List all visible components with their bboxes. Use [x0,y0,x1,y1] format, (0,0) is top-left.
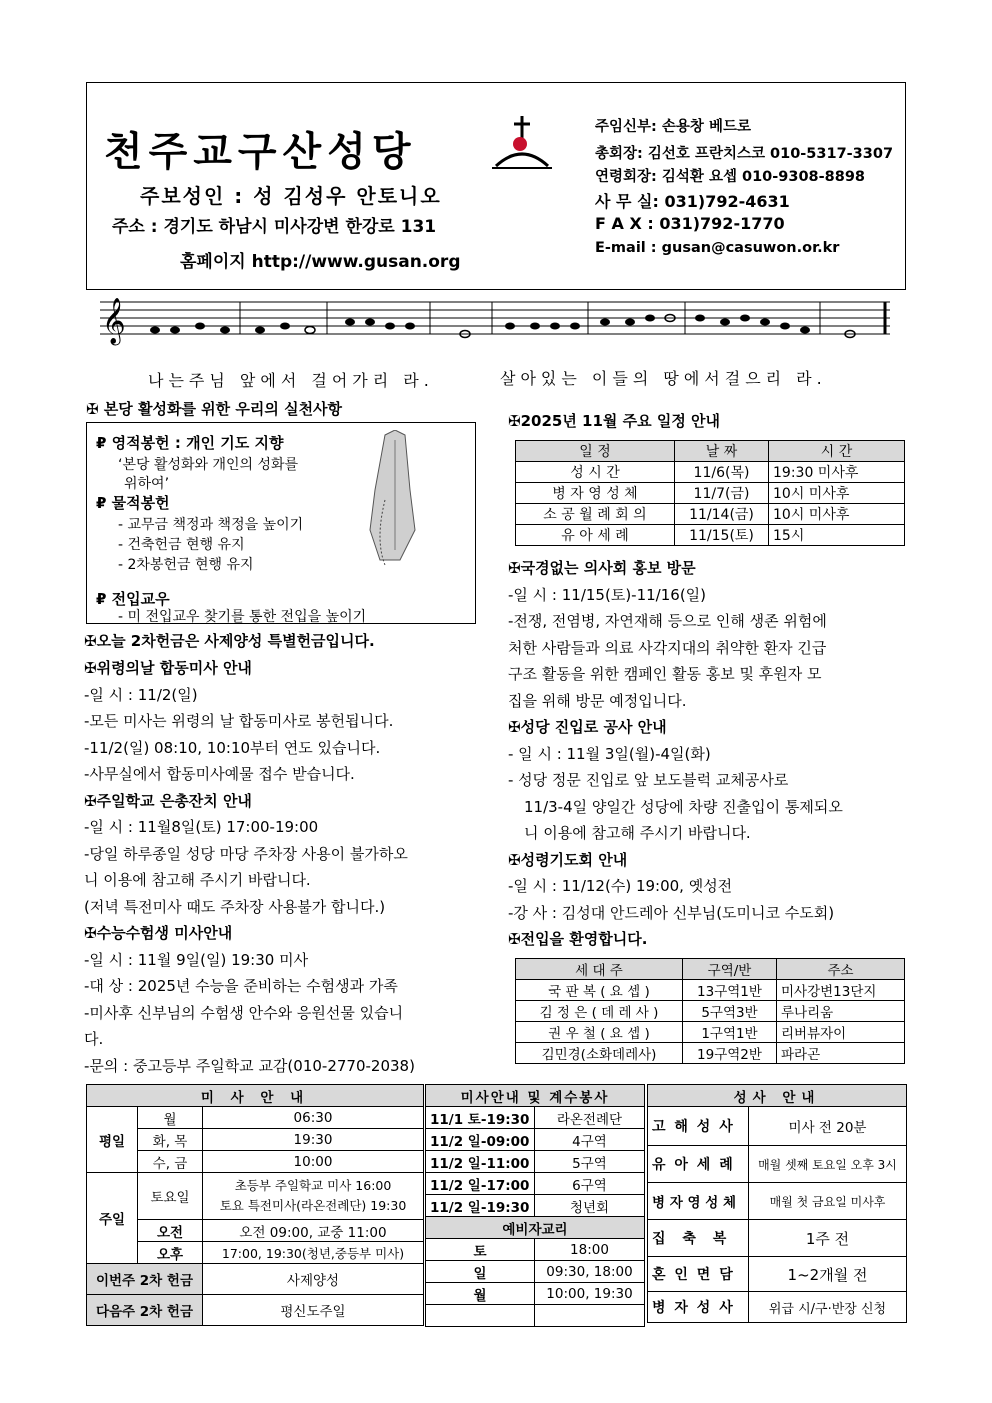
info-president: 총회장: 김선호 프란치스코 010-5317-3307 [595,146,894,162]
sunday-line: (저녁 특전미사 때도 주차장 사용불가 합니다.) [84,897,386,916]
mass-table [86,1084,424,1326]
mass-time: 19:30 [203,1129,424,1151]
parish-logo-icon [492,112,552,172]
table-cell: 19:30 미사후 [769,462,905,483]
table-cell: 19구역2반 [683,1043,777,1064]
serve-title: 미사안내 및 계수봉사 [426,1085,645,1107]
table-row [516,462,905,483]
sacrament-name: 집 축 복 [648,1220,749,1257]
practice-heading: ✠ 본당 활성화를 위한 우리의 실천사항 [86,400,343,418]
exam-line: 다. [84,1030,104,1048]
day-label: 월 [426,1283,535,1305]
spirit-title: ✠성령기도회 안내 [508,850,628,869]
sacrament-info: 매월 셋째 토요일 오후 3시 [749,1146,907,1183]
practice-5: - 교무금 책정과 책정을 높이기 [118,517,304,533]
class-time: 10:00, 19:30 [535,1283,645,1305]
lyrics-left: 나는주님 앞에서 걸어가리 라. [148,371,434,390]
info-office: 사 무 실: 031)792-4631 [595,192,790,211]
sacrament-info: 매월 첫 금요일 미사후 [749,1183,907,1220]
cross-icon: ✠ [84,924,97,942]
cross-icon: ✠ [508,850,521,869]
table-row [516,1043,905,1064]
practice-9: - 미 전입교우 찾기를 통한 전입을 높이기 [118,609,367,625]
allsouls-line: -일 시 : 11/2(일) [84,685,198,704]
exam-line: -문의 : 중고등부 주일학교 교감(010-2770-2038) [84,1056,415,1075]
serve-group: 4구역 [535,1129,645,1151]
serve-time: 11/2 일-09:00 [426,1129,535,1151]
day-label: 수, 금 [138,1151,203,1173]
mass-title: 미 사 안 내 [87,1085,424,1107]
info-fax: F A X : 031)792-1770 [595,214,785,233]
practice-8: ₽ 전입교우 [96,590,170,608]
table-cell: 15시 [769,525,905,546]
info-mourning: 연령회장: 김석환 요셉 010-9308-8898 [595,169,866,185]
doctor-line: 집을 위해 방문 예정입니다. [508,691,687,710]
sacrament-title: 성사 안내 [648,1085,907,1107]
sacrament-name: 병 자 영 성 체 [648,1183,749,1220]
table-cell: 5구역3반 [683,1001,777,1022]
sunday-line: 니 이용에 참고해 주시기 바랍니다. [84,871,311,889]
day-label: 월 [138,1107,203,1129]
table-row [516,1001,905,1022]
sacrament-info: 1~2개월 전 [749,1257,907,1292]
welcome-table [515,958,905,1064]
sunday-line: -일 시 : 11월8일(토) 17:00-19:00 [84,818,319,836]
empty-cell [535,1305,645,1327]
patron-saint: 주보성인 : 성 김성우 안토니오 [140,184,442,208]
table-cell: 병 자 영 성 체 [516,483,675,504]
schedule-title: ✠2025년 11월 주요 일정 안내 [508,412,721,430]
right-notices [508,555,908,953]
info-pastor: 주임신부: 손용창 베드로 [595,119,751,135]
road-line: - 일 시 : 11월 3일(월)-4일(화) [508,744,711,763]
road-line: 니 이용에 참고해 주시기 바랍니다. [524,824,751,842]
practice-4: ₽ 물적봉헌 [96,494,170,512]
parish-title: 천주교구산성당 [104,128,417,175]
table-cell: 10시 미사후 [769,483,905,504]
exam-title: ✠수능수험생 미사안내 [84,924,233,942]
serve-time: 11/2 일-17:00 [426,1173,535,1195]
table-header: 주소 [777,959,905,980]
table-header: 시 간 [769,441,905,462]
cross-icon: ✠ [84,659,97,677]
table-row [516,483,905,504]
doctor-line: 처한 사람들과 의료 사각지대의 취약한 환자 긴급 [508,638,827,657]
serve-group: 5구역 [535,1151,645,1173]
exam-line: -대 상 : 2025년 수능을 준비하는 수험생과 가족 [84,977,398,995]
mass-time: 초등부 주일학교 미사 16:00 [234,1178,392,1193]
mass-time: 06:30 [203,1107,424,1129]
table-cell: 11/14(금) [675,504,769,525]
empty-cell [426,1305,535,1327]
homepage[interactable]: 홈페이지 http://www.gusan.org [180,252,461,272]
next-week-collection: 평신도주일 [203,1295,424,1326]
table-cell: 미사강변13단지 [777,980,905,1001]
cross-icon: ✠ [508,412,521,430]
practice-2: ‘본당 활성화와 개인의 성화를 [118,457,299,473]
serve-time: 11/2 일-19:30 [426,1195,535,1217]
day-label: 일 [426,1261,535,1283]
schedule-table [515,440,905,546]
serve-time: 11/1 토-19:30 [426,1107,535,1129]
cross-icon: ✠ [84,791,97,810]
cross-icon: ✠ [508,718,521,736]
table-cell: 13구역1반 [683,980,777,1001]
practice-7: - 2차봉헌금 현행 유지 [118,557,254,573]
day-label: 오후 [138,1242,203,1264]
table-cell: 10시 미사후 [769,504,905,525]
table-row [516,959,905,980]
table-cell: 루나리움 [777,1001,905,1022]
this-week-collection: 사제양성 [203,1264,424,1295]
sacrament-name: 혼 인 면 담 [648,1257,749,1292]
road-line: 11/3-4일 양일간 성당에 차량 진출입이 통제되오 [524,797,843,816]
road-line: - 성당 정문 진입로 앞 보도블럭 교체공사로 [508,771,789,789]
praying-hands-icon [355,430,435,570]
sunday-label: 주일 [87,1173,138,1264]
weekday-label: 평일 [87,1107,138,1173]
road-title: ✠성당 진입로 공사 안내 [508,718,667,736]
doctor-line: -전쟁, 전염병, 자연재해 등으로 인해 생존 위험에 [508,612,827,630]
p-icon: ₽ [96,494,112,512]
allsouls-title: ✠위령의날 합동미사 안내 [84,659,252,677]
serve-group: 라온전례단 [535,1107,645,1129]
table-cell: 리버뷰자이 [777,1022,905,1043]
table-row [516,504,905,525]
serve-table [425,1084,645,1327]
practice-3: 위하여’ [124,476,170,492]
spirit-line: -일 시 : 11/12(수) 19:00, 옛성전 [508,877,733,895]
sunday-line: -당일 하루종일 성당 마당 주차장 사용이 불가하오 [84,844,408,863]
table-row [516,980,905,1001]
mass-time: 토요 특전미사(라온전례단) 19:30 [219,1198,407,1213]
practice-6: - 건축헌금 현행 유지 [118,537,245,553]
exam-line: -미사후 신부님의 수험생 안수와 응원선물 있습니 [84,1003,404,1022]
table-cell: 김 정 은 ( 데 레 사 ) [516,1001,683,1022]
next-week-collection-label: 다음주 2차 헌금 [87,1295,203,1326]
doctor-line: 구조 활동을 위한 캠페인 활동 홍보 및 후원자 모 [508,665,822,683]
table-cell: 권 우 철 ( 요 셉 ) [516,1022,683,1043]
serve-time: 11/2 일-11:00 [426,1151,535,1173]
p-icon: ₽ [96,590,112,608]
p-icon: ₽ [96,434,112,452]
sacrament-name: 고 해 성 사 [648,1107,749,1146]
table-cell: 파라곤 [777,1043,905,1064]
doctor-title: ✠국경없는 의사회 홍보 방문 [508,559,696,577]
cross-icon: ✠ [508,559,521,577]
this-week-collection-label: 이번주 2차 헌금 [87,1264,203,1295]
sunday-school-title: ✠주일학교 은총잔치 안내 [84,791,252,810]
sacrament-name: 유 아 세 례 [648,1146,749,1183]
doctor-line: -일 시 : 11/15(토)-11/16(일) [508,585,707,604]
exam-line: -일 시 : 11월 9일(일) 19:30 미사 [84,950,309,969]
sacrament-info: 미사 전 20분 [749,1107,907,1146]
spirit-line: -강 사 : 김성대 안드레아 신부님(도미니코 수도회) [508,903,835,922]
table-row [516,1022,905,1043]
allsouls-section [84,655,484,1079]
table-row [516,525,905,546]
table-row [516,441,905,462]
practice-1: ₽ 영적봉헌 : 개인 기도 지향 [96,434,284,452]
class-time: 18:00 [535,1239,645,1261]
sacrament-name: 병 자 성 사 [648,1292,749,1323]
allsouls-line: -모든 미사는 위령의 날 합동미사로 봉헌됩니다. [84,712,394,730]
table-header: 날 짜 [675,441,769,462]
table-cell: 성 시 간 [516,462,675,483]
cross-icon: ✠ [86,400,104,418]
table-cell: 국 판 복 ( 요 셉 ) [516,980,683,1001]
table-header: 구역/반 [683,959,777,980]
table-cell: 11/15(토) [675,525,769,546]
mass-time: 17:00, 19:30(청년,중등부 미사) [203,1242,424,1264]
table-cell: 1구역1반 [683,1022,777,1043]
table-cell: 소 공 월 례 회 의 [516,504,675,525]
svg-text:𝄞: 𝄞 [102,298,126,344]
allsouls-line: -11/2(일) 08:10, 10:10부터 연도 있습니다. [84,738,381,757]
mass-time: 오전 09:00, 교중 11:00 [203,1220,424,1242]
allsouls-line: -사무실에서 합동미사예물 접수 받습니다. [84,765,355,783]
catechumen-title: 예비자교리 [426,1217,645,1239]
sacrament-info: 위급 시/구·반장 신청 [749,1292,907,1323]
info-email[interactable]: E-mail : gusan@casuwon.or.kr [595,240,840,256]
mass-time: 10:00 [203,1151,424,1173]
lyrics-right: 살아있는 이들의 땅에서걸으리 라. [500,369,827,388]
serve-group: 청년회 [535,1195,645,1217]
sacrament-info: 1주 전 [749,1220,907,1257]
table-cell: 11/6(목) [675,462,769,483]
sacrament-table [647,1084,907,1323]
class-time: 09:30, 18:00 [535,1261,645,1283]
table-cell: 11/7(금) [675,483,769,504]
music-staff [90,288,898,348]
day-label: 오전 [138,1220,203,1242]
day-label: 토 [426,1239,535,1261]
serve-group: 6구역 [535,1173,645,1195]
day-label: 화, 목 [138,1129,203,1151]
table-cell: 김민경(소화데레사) [516,1043,683,1064]
table-header: 세 대 주 [516,959,683,980]
table-cell: 유 아 세 례 [516,525,675,546]
table-header: 일 정 [516,441,675,462]
cross-icon: ✠ [84,632,97,650]
second-collection-notice: ✠오늘 2차헌금은 사제양성 특별헌금입니다. [84,632,375,650]
day-label: 토요일 [138,1173,203,1220]
address: 주소 : 경기도 하남시 미사강변 한강로 131 [112,217,437,237]
cross-icon: ✠ [508,930,521,948]
welcome-title: ✠전입을 환영합니다. [508,930,648,948]
